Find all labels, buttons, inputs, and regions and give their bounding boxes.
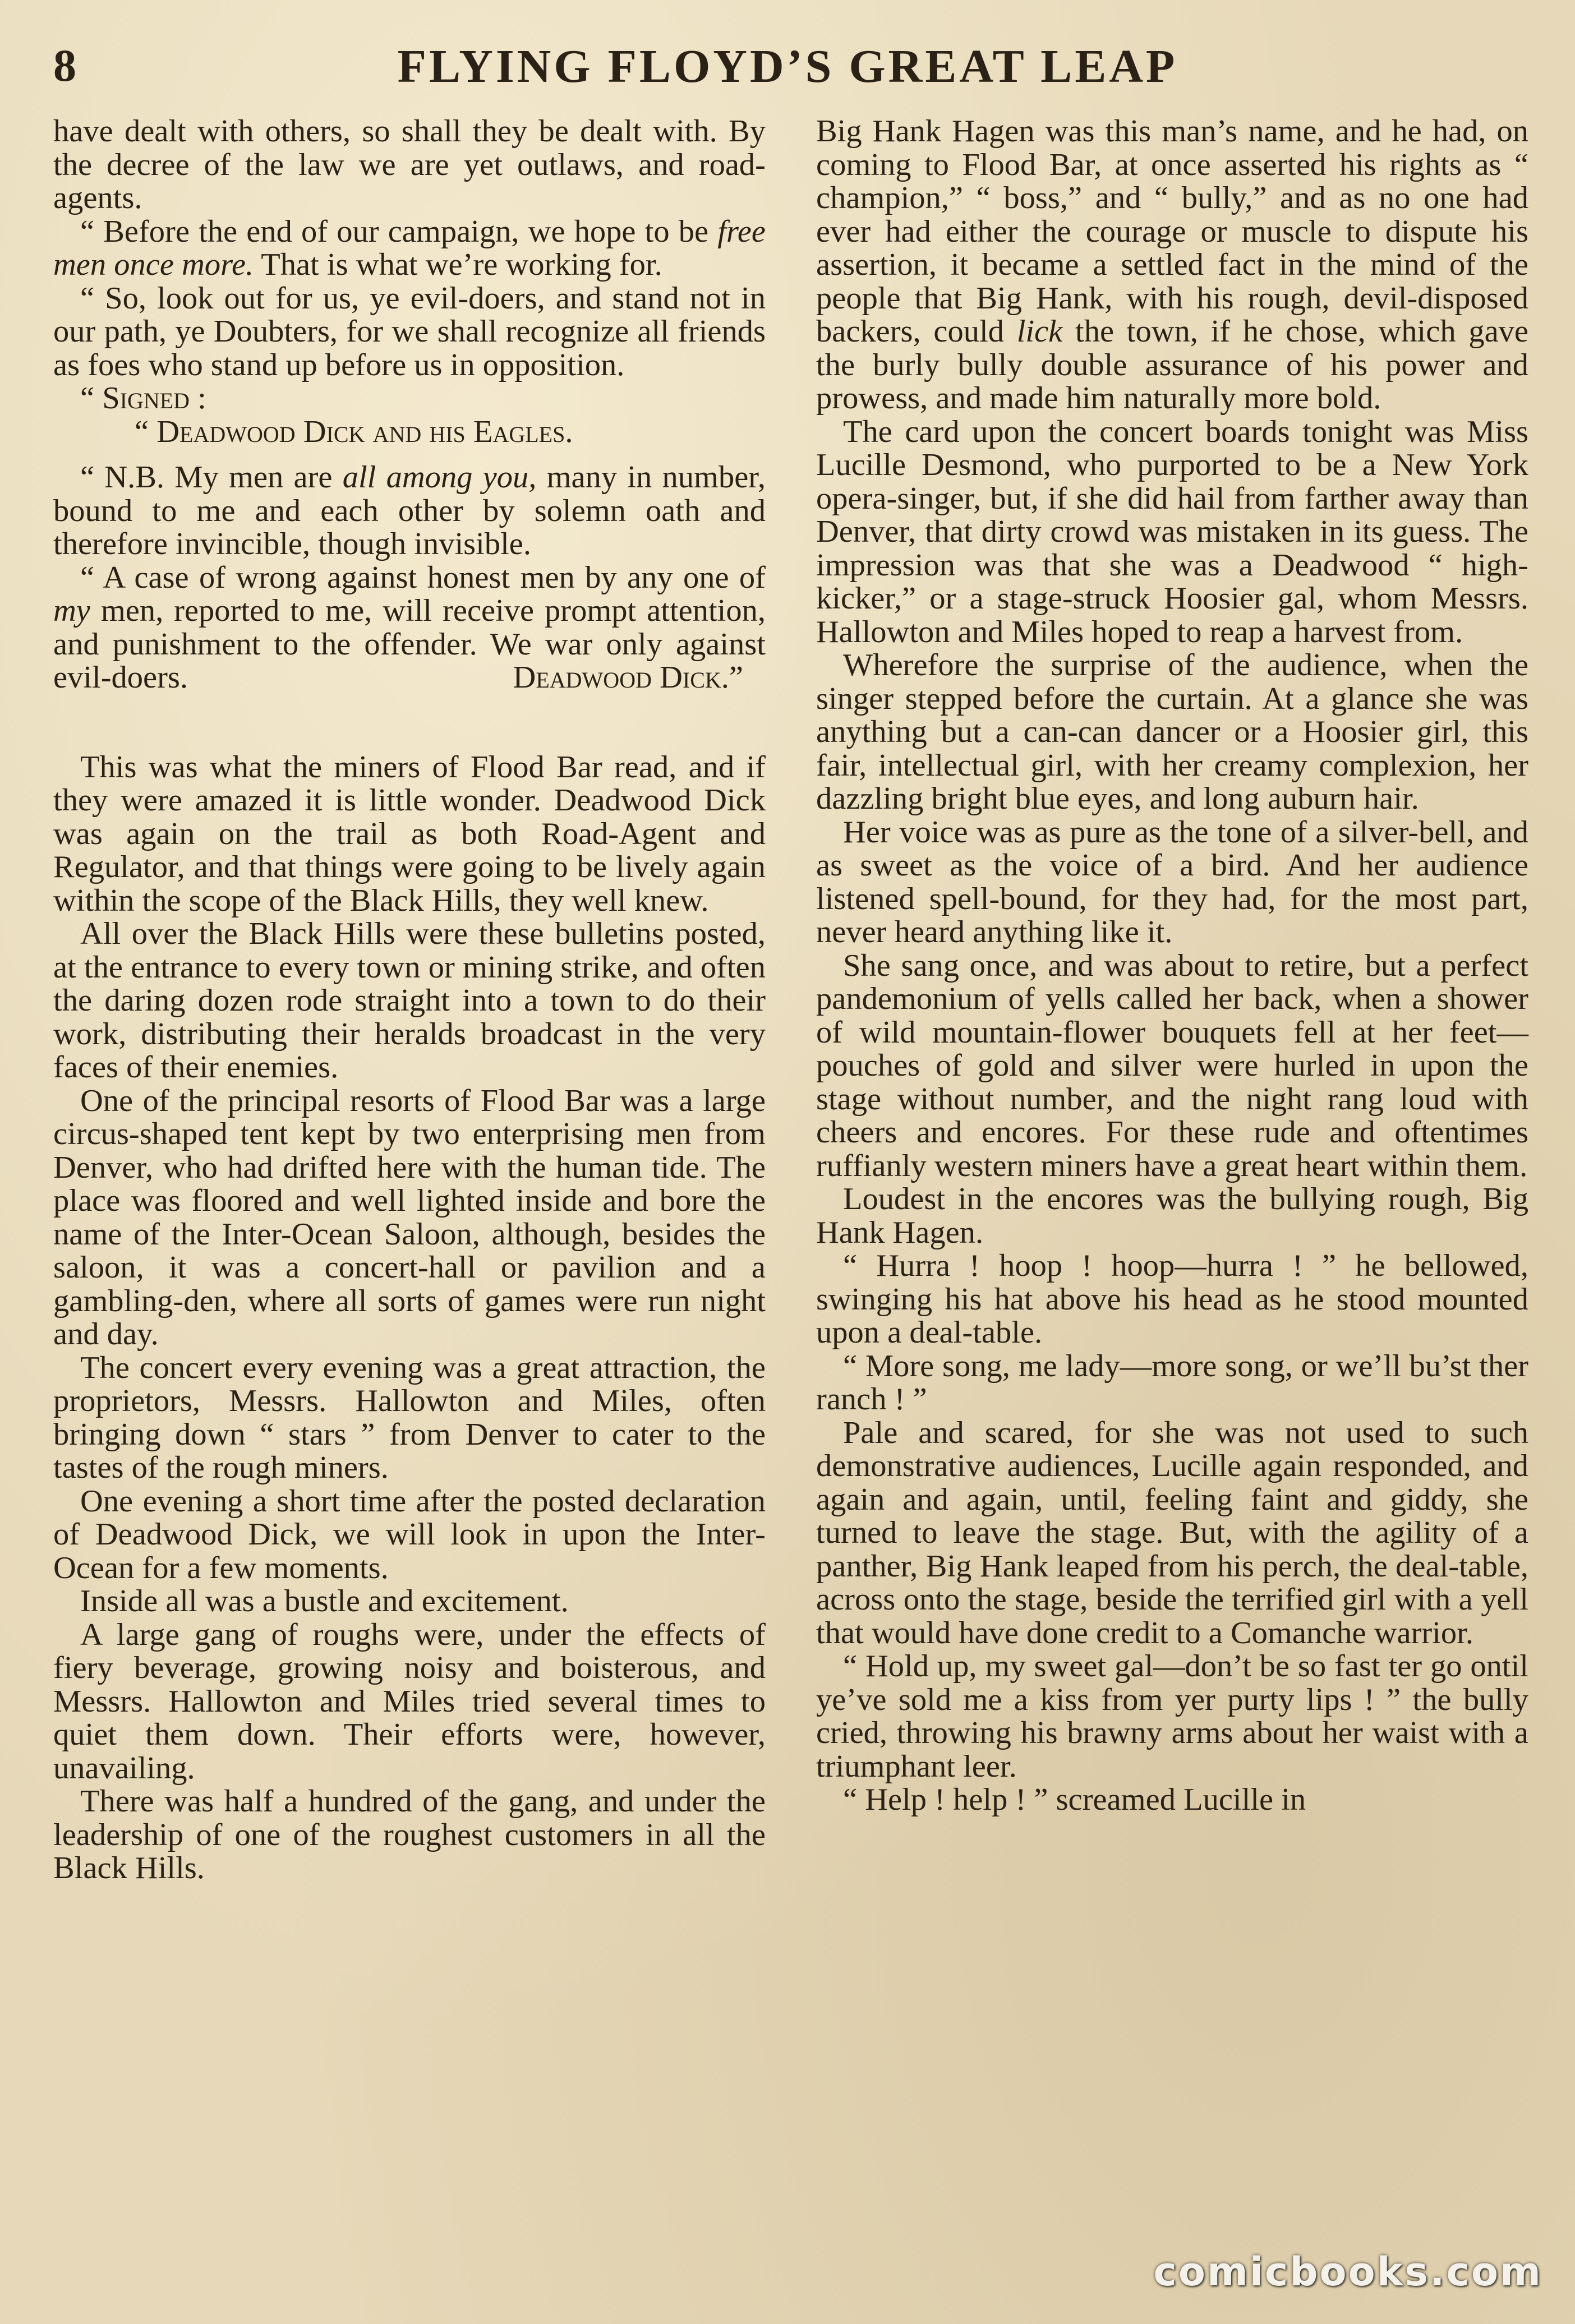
paragraph: This was what the miners of Flood Bar read, and if they were amazed it is little wonder. Deadwood Dick was again on the trail as both Road-Agent and Regulator, and that things were going to be lively again within the scope of the Black Hills, they well knew. bbox=[53, 749, 766, 918]
paragraph: Wherefore the surprise of the audience, when the singer stepped before the curtain. At a glance she was anything but a can-can dancer or a Hoosier girl, this fair, intellectual girl, with her creamy complexion, her dazzling bright blue eyes, and long auburn hair. bbox=[816, 648, 1528, 816]
paragraph: Big Hank Hagen was this man’s name, and he had, on coming to Flood Bar, at once asserted his rights as “ champion,” “ boss,” and “ bully,” and as no one had ever had either the courage or muscle to dispute his assertion, it became a settled fact in the mind of the people that Big Hank, with his rough, devil-disposed backers, could lick the town, if he chose, which gave the burly bully double assurance of his power and prowess, and made him naturally more bold. bbox=[816, 114, 1528, 416]
page-number: 8 bbox=[53, 40, 77, 91]
paragraph: She sang once, and was about to retire, but a perfect pandemonium of yells called her back, when a shower of wild mountain-flower bouquets fell at her feet—pouches of gold and silver were hurled in upon the stage without number, and the night rang loud with cheers and encores. For these rude and oftentimes ruffianly western miners have a great heart within them. bbox=[816, 948, 1528, 1183]
paragraph: “ So, look out for us, ye evil-doers, and stand not in our path, ye Doubters, for we shall recognize all friends as foes who stand up before us in opposition. bbox=[53, 280, 766, 382]
emphasis: my bbox=[53, 593, 90, 628]
emphasis: free men once more. bbox=[53, 214, 766, 282]
paragraph: have dealt with others, so shall they be dealt with. By the decree of the law we are yet outlaws, and road-agents. bbox=[53, 114, 766, 215]
site-watermark: comicbooks.com bbox=[1153, 2249, 1542, 2295]
paragraph: “ A case of wrong against honest men by any one of my men, reported to me, will receive prompt attention, and punishment to the offender. We war only against evil-doers. Deadwood Dick.” bbox=[53, 560, 766, 695]
signed-line: “ Signed : bbox=[80, 381, 206, 416]
paragraph: “ Before the end of our campaign, we hope to be free men once more. That is what we’re working for. bbox=[53, 214, 766, 282]
paragraph: All over the Black Hills were these bulletins posted, at the entrance to every town or mining strike, and often the daring dozen rode straight into a town to do their work, distributing their heralds broadcast in the very faces of their enemies. bbox=[53, 916, 766, 1085]
paragraph: One evening a short time after the posted declaration of Deadwood Dick, we will look in upon the Inter-Ocean for a few moments. bbox=[53, 1483, 766, 1585]
signature-line: “ Deadwood Dick and his Eagles. bbox=[135, 414, 573, 449]
paragraph: “ N.B. My men are all among you, many in number, bound to me and each other by solemn oath and therefore invincible, though invisible. bbox=[53, 460, 766, 561]
paragraph: Her voice was as pure as the tone of a silver-bell, and as sweet as the voice of a bird. And her audience listened spell-bound, for they had, for the most part, never heard anything like it. bbox=[816, 814, 1528, 949]
paragraph: Inside all was a bustle and excitement. bbox=[80, 1584, 569, 1619]
deadwood-dick-signature: Deadwood Dick.” bbox=[513, 660, 743, 695]
paragraph: One of the principal resorts of Flood Bar was a large circus-shaped tent kept by two enterprising men from Denver, who had drifted here with the human tide. The place was floored and well lighted inside and bore the name of the Inter-Ocean Saloon, although, besides the saloon, it was a concert-hall or pavilion and a gambling-den, where all sorts of games were run night and day. bbox=[53, 1083, 766, 1352]
right-column bbox=[816, 115, 1528, 1817]
paragraph: “ More song, me lady—more song, or we’ll bu’st ther ranch ! ” bbox=[816, 1348, 1528, 1417]
paragraph: The card upon the concert boards tonight was Miss Lucille Desmond, who purported to be a New York opera-singer, but, if she did hail from farther away than Denver, that dirty crowd was mistaken in its guess. The impression was that she was a Deadwood “ high-kicker,” or a stage-struck Hoosier gal, whom Messrs. Hallowton and Miles hoped to reap a harvest from. bbox=[816, 414, 1528, 649]
paragraph: A large gang of roughs were, under the effects of fiery beverage, growing noisy and boisterous, and Messrs. Hallowton and Miles tried several times to quiet them down. Their efforts were, however, unavailing. bbox=[53, 1617, 766, 1786]
running-title: FLYING FLOYD’S GREAT LEAP bbox=[397, 40, 1178, 93]
paragraph: “ Help ! help ! ” screamed Lucille in bbox=[843, 1782, 1306, 1817]
paragraph: The concert every evening was a great attraction, the proprietors, Messrs. Hallowton and Miles, often bringing down “ stars ” from Denver to cater to the tastes of the rough miners. bbox=[53, 1350, 766, 1485]
emphasis: all among you, bbox=[342, 460, 537, 495]
paragraph: Loudest in the encores was the bullying rough, Big Hank Hagen. bbox=[816, 1182, 1528, 1250]
paragraph: “ Hurra ! hoop ! hoop—hurra ! ” he bellowed, swinging his hat above his head as he stood mounted upon a deal-table. bbox=[816, 1248, 1528, 1350]
left-column bbox=[53, 115, 766, 1885]
page-header bbox=[53, 39, 1522, 101]
paragraph: “ Hold up, my sweet gal—don’t be so fast ter go ontil ye’ve sold me a kiss from yer purty lips ! ” the bully cried, throwing his brawny arms about her waist with a triumphant leer. bbox=[816, 1649, 1528, 1784]
emphasis: lick bbox=[1016, 314, 1063, 349]
paragraph: Pale and scared, for she was not used to such demonstrative audiences, Lucille again responded, and again and again, until, feeling faint and giddy, she turned to leave the stage. But, with the agility of a panther, Big Hank leaped from his perch, the deal-table, across onto the stage, beside the terrified girl with a yell that would have done credit to a Comanche warrior. bbox=[816, 1415, 1528, 1650]
paragraph: There was half a hundred of the gang, and under the leadership of one of the roughest customers in all the Black Hills. bbox=[53, 1784, 766, 1885]
